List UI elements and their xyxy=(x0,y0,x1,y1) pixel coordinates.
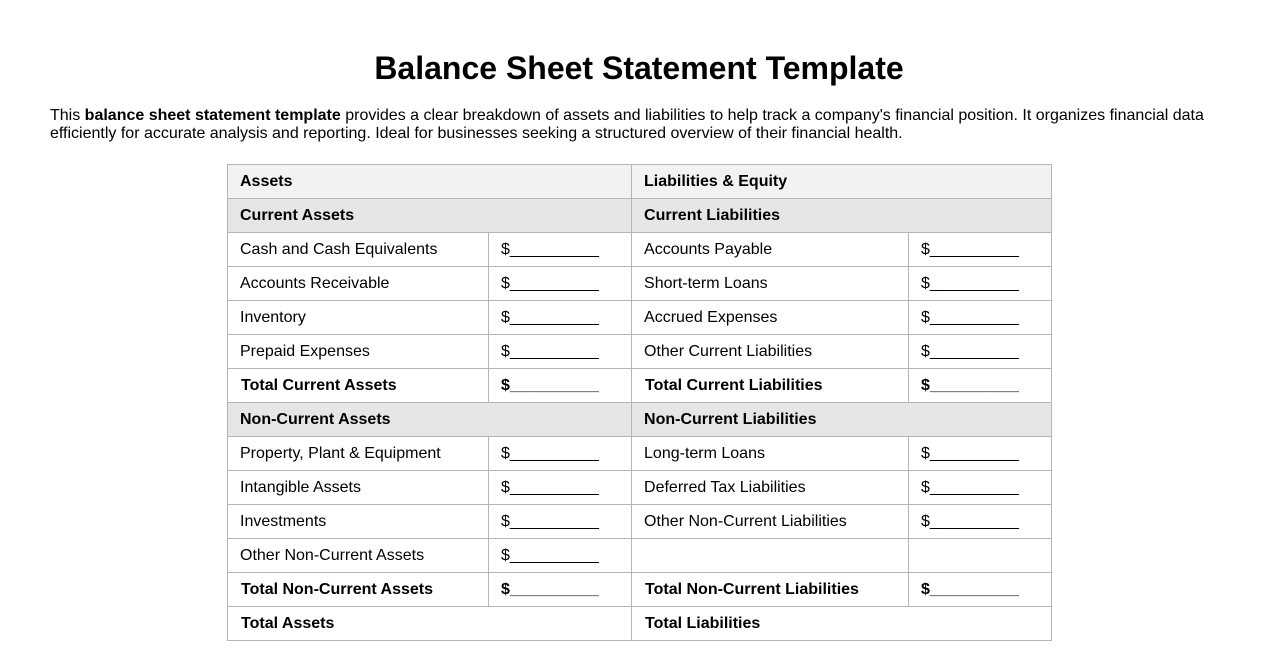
row-label: Investments xyxy=(228,505,489,539)
grand-total-row xyxy=(228,607,1052,641)
current-assets-section: Current Assets xyxy=(228,199,632,233)
intro-suffix: provides a clear breakdown of assets and liabilities to help track a company's financial position. It organizes financial data efficiently for accurate analysis and reporting. Ideal for businesses seeking a structured overview of their financial health. xyxy=(50,107,1204,142)
current-liabilities-section: Current Liabilities xyxy=(632,199,1052,233)
liabilities-header: Liabilities & Equity xyxy=(632,165,1052,199)
table-header-row xyxy=(228,165,1052,199)
amount-field[interactable]: $__________ xyxy=(909,335,1052,369)
row-label: Property, Plant & Equipment xyxy=(228,437,489,471)
row-label: Accounts Payable xyxy=(632,233,909,267)
empty-cell xyxy=(909,539,1052,573)
amount-field[interactable]: $__________ xyxy=(909,437,1052,471)
amount-field[interactable]: $__________ xyxy=(489,437,632,471)
intro-prefix: This xyxy=(50,107,85,124)
row-label: Accounts Receivable xyxy=(228,267,489,301)
total-current-liabilities-amount[interactable]: $__________ xyxy=(909,369,1052,403)
total-row xyxy=(228,369,1052,403)
row-label: Deferred Tax Liabilities xyxy=(632,471,909,505)
amount-field[interactable]: $__________ xyxy=(489,539,632,573)
table-row xyxy=(228,539,1052,573)
total-assets-label: Total Assets xyxy=(228,607,632,641)
row-label: Long-term Loans xyxy=(632,437,909,471)
table-row xyxy=(228,233,1052,267)
amount-field[interactable]: $__________ xyxy=(489,471,632,505)
amount-field[interactable]: $__________ xyxy=(489,335,632,369)
table-row xyxy=(228,335,1052,369)
balance-sheet-table xyxy=(227,164,1052,641)
amount-field[interactable]: $__________ xyxy=(489,267,632,301)
row-label: Other Non-Current Liabilities xyxy=(632,505,909,539)
total-noncurrent-assets-amount[interactable]: $__________ xyxy=(489,573,632,607)
amount-field[interactable]: $__________ xyxy=(909,233,1052,267)
noncurrent-assets-section: Non-Current Assets xyxy=(228,403,632,437)
section-row xyxy=(228,199,1052,233)
total-noncurrent-liabilities-label: Total Non-Current Liabilities xyxy=(632,573,909,607)
intro-bold: balance sheet statement template xyxy=(84,107,341,124)
total-liabilities-label: Total Liabilities xyxy=(632,607,1052,641)
row-label: Other Current Liabilities xyxy=(632,335,909,369)
amount-field[interactable]: $__________ xyxy=(909,471,1052,505)
row-label: Other Non-Current Assets xyxy=(228,539,489,573)
intro-paragraph xyxy=(50,107,1230,143)
table-row xyxy=(228,267,1052,301)
row-label: Short-term Loans xyxy=(632,267,909,301)
total-current-liabilities-label: Total Current Liabilities xyxy=(632,369,909,403)
page-title: Balance Sheet Statement Template xyxy=(374,50,904,86)
amount-field[interactable]: $__________ xyxy=(909,301,1052,335)
empty-cell xyxy=(632,539,909,573)
total-current-assets-label: Total Current Assets xyxy=(228,369,489,403)
row-label: Cash and Cash Equivalents xyxy=(228,233,489,267)
noncurrent-liabilities-section: Non-Current Liabilities xyxy=(632,403,1052,437)
amount-field[interactable]: $__________ xyxy=(909,505,1052,539)
amount-field[interactable]: $__________ xyxy=(489,505,632,539)
table-row xyxy=(228,437,1052,471)
amount-field[interactable]: $__________ xyxy=(489,301,632,335)
row-label: Inventory xyxy=(228,301,489,335)
row-label: Accrued Expenses xyxy=(632,301,909,335)
total-noncurrent-liabilities-amount[interactable]: $__________ xyxy=(909,573,1052,607)
total-row xyxy=(228,573,1052,607)
total-current-assets-amount[interactable]: $__________ xyxy=(489,369,632,403)
total-noncurrent-assets-label: Total Non-Current Assets xyxy=(228,573,489,607)
amount-field[interactable]: $__________ xyxy=(909,267,1052,301)
table-row xyxy=(228,301,1052,335)
section-row xyxy=(228,403,1052,437)
row-label: Prepaid Expenses xyxy=(228,335,489,369)
row-label: Intangible Assets xyxy=(228,471,489,505)
table-row xyxy=(228,505,1052,539)
assets-header: Assets xyxy=(228,165,632,199)
amount-field[interactable]: $__________ xyxy=(489,233,632,267)
table-row xyxy=(228,471,1052,505)
